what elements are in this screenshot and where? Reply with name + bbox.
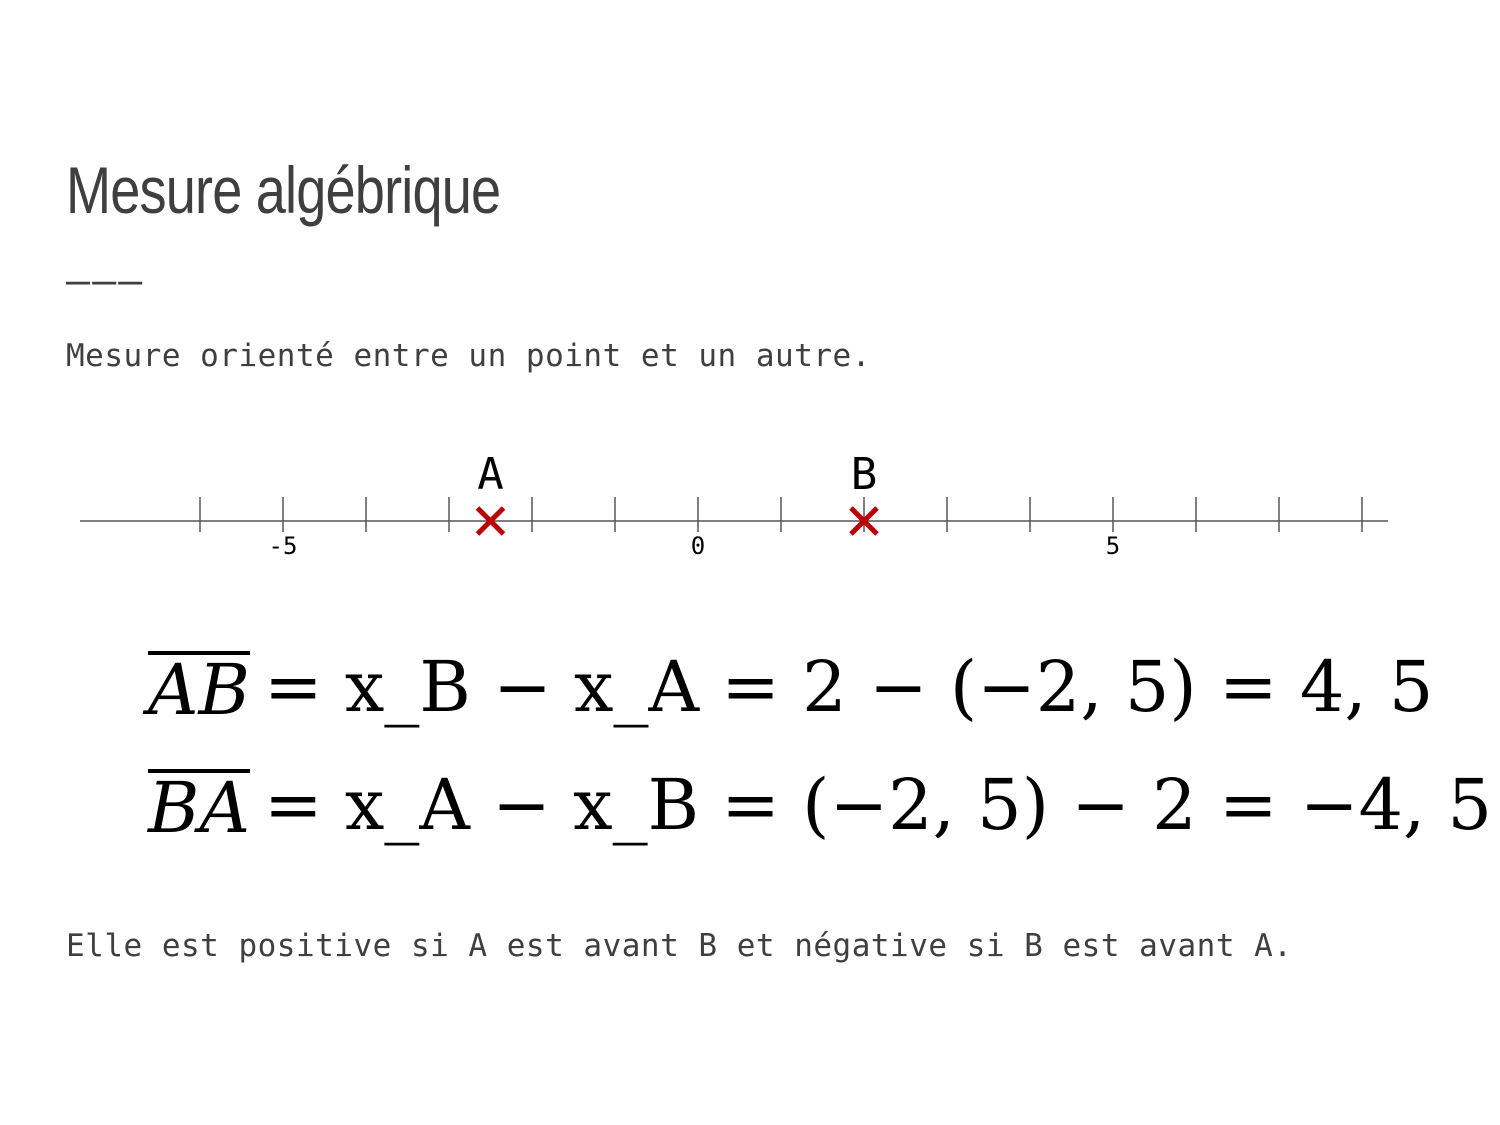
equations	[148, 628, 1493, 864]
equation-ba	[148, 746, 1493, 864]
vector-ba: BA	[148, 767, 250, 849]
tick-label: 0	[690, 532, 706, 560]
tick-label: -5	[268, 532, 298, 560]
equation-ba-rhs: = x_A − x_B = (−2, 5) − 2 = −4, 5	[264, 764, 1493, 846]
point-label-b: B	[850, 449, 878, 500]
title-divider: ———	[66, 258, 145, 304]
equation-ab	[148, 628, 1434, 746]
vector-ab: AB	[148, 649, 250, 731]
intro-text: Mesure orienté entre un point et un autre.	[66, 338, 871, 374]
tick-label: 5	[1105, 532, 1121, 560]
point-label-a: A	[477, 449, 504, 500]
number-line	[0, 440, 1500, 580]
slide-title: Mesure algébrique	[66, 153, 501, 227]
conclusion-text: Elle est positive si A est avant B et négative si B est avant A.	[66, 928, 1293, 964]
equation-ab-rhs: = x_B − x_A = 2 − (−2, 5) = 4, 5	[264, 646, 1434, 728]
